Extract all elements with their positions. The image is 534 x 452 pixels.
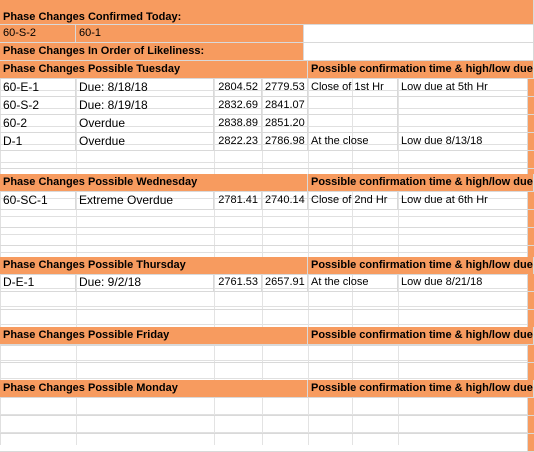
edge-cell (528, 398, 534, 416)
confirmation-header[interactable]: Possible confirmation time & high/low due (308, 327, 534, 345)
section-header-row (0, 380, 534, 398)
cell-v1[interactable]: 2761.53 (214, 274, 262, 292)
confirmed-values-row (0, 25, 534, 43)
blank-cell[interactable] (304, 25, 534, 43)
table-row (0, 115, 534, 133)
confirmation-header[interactable]: Possible confirmation time & high/low due (308, 257, 534, 275)
section-title[interactable]: Phase Changes Possible Wednesday (0, 174, 308, 192)
edge-cell (528, 416, 534, 434)
cell-v1[interactable]: 2832.69 (214, 97, 262, 115)
confirmation-header[interactable]: Possible confirmation time & high/low due (308, 61, 534, 79)
cell-time[interactable] (308, 97, 398, 115)
blank-cell[interactable] (0, 416, 528, 434)
blank-row (0, 434, 534, 452)
edge-cell (528, 115, 534, 133)
blank-cell[interactable] (0, 310, 528, 328)
edge-cell (528, 97, 534, 115)
section-header-row (0, 174, 534, 192)
table-row (0, 97, 534, 115)
edge-cell (528, 345, 534, 363)
confirmation-header[interactable]: Possible confirmation time & high/low due (308, 380, 534, 398)
cell-v2[interactable]: 2851.20 (262, 115, 308, 133)
confirmed-value-a[interactable]: 60-S-2 (0, 25, 76, 43)
blank-cell[interactable] (0, 398, 528, 416)
confirmed-header[interactable]: Phase Changes Confirmed Today: (0, 0, 534, 25)
cell-note[interactable]: Low due at 6th Hr (398, 192, 528, 210)
table-row (0, 133, 534, 151)
cell-due[interactable]: Overdue (76, 133, 214, 151)
cell-due[interactable]: Due: 8/18/18 (76, 79, 214, 97)
cell-name[interactable]: D-E-1 (0, 274, 76, 292)
cell-v1[interactable]: 2822.23 (214, 133, 262, 151)
edge-cell (528, 434, 534, 452)
blank-row (0, 398, 534, 416)
section-header-row (0, 61, 534, 79)
cell-time[interactable]: Close of 1st Hr (308, 79, 398, 97)
blank-row (0, 151, 534, 169)
table-row (0, 79, 534, 97)
cell-name[interactable]: 60-S-2 (0, 97, 76, 115)
cell-v2[interactable]: 2779.53 (262, 79, 308, 97)
confirmation-header[interactable]: Possible confirmation time & high/low due (308, 174, 534, 192)
table-row (0, 192, 534, 210)
cell-v2[interactable]: 2657.91 (262, 274, 308, 292)
cell-note[interactable]: Low due 8/13/18 (398, 133, 528, 151)
edge-cell (528, 363, 534, 381)
edge-cell (528, 310, 534, 328)
section-title[interactable]: Phase Changes Possible Thursday (0, 257, 308, 275)
cell-note[interactable]: Low due 8/21/18 (398, 274, 528, 292)
edge-cell (528, 274, 534, 292)
blank-cell[interactable] (0, 434, 528, 452)
cell-time[interactable]: At the close (308, 274, 398, 292)
edge-cell (528, 192, 534, 210)
section-header-row (0, 257, 534, 275)
cell-v1[interactable]: 2804.52 (214, 79, 262, 97)
cell-v2[interactable]: 2786.98 (262, 133, 308, 151)
cell-due[interactable]: Due: 9/2/18 (76, 274, 214, 292)
edge-cell (528, 133, 534, 151)
cell-name[interactable]: 60-E-1 (0, 79, 76, 97)
cell-note[interactable] (398, 97, 528, 115)
cell-note[interactable]: Low due at 5th Hr (398, 79, 528, 97)
cell-v1[interactable]: 2781.41 (214, 192, 262, 210)
cell-time[interactable] (308, 115, 398, 133)
edge-cell (528, 151, 534, 169)
cell-due[interactable]: Overdue (76, 115, 214, 133)
cell-time[interactable]: Close of 2nd Hr (308, 192, 398, 210)
section-header-row (0, 327, 534, 345)
confirmed-value-b[interactable]: 60-1 (76, 25, 304, 43)
cell-v2[interactable]: 2740.14 (262, 192, 308, 210)
cell-due[interactable]: Extreme Overdue (76, 192, 214, 210)
cell-v2[interactable]: 2841.07 (262, 97, 308, 115)
blank-row (0, 292, 534, 310)
edge-cell (528, 292, 534, 310)
section-title[interactable]: Phase Changes Possible Friday (0, 327, 308, 345)
blank-row (0, 345, 534, 363)
cell-note[interactable] (398, 115, 528, 133)
cell-name[interactable]: 60-2 (0, 115, 76, 133)
blank-row (0, 416, 534, 434)
blank-row (0, 363, 534, 381)
edge-cell (528, 79, 534, 97)
blank-cell[interactable] (0, 292, 528, 310)
cell-due[interactable]: Due: 8/19/18 (76, 97, 214, 115)
blank-cell[interactable] (0, 210, 528, 228)
blank-cell[interactable] (0, 151, 528, 169)
likeliness-row (0, 43, 534, 61)
edge-cell (528, 228, 534, 246)
cell-name[interactable]: D-1 (0, 133, 76, 151)
cell-v1[interactable]: 2838.89 (214, 115, 262, 133)
cell-time[interactable]: At the close (308, 133, 398, 151)
blank-cell[interactable] (0, 363, 528, 381)
confirmed-header-row (0, 0, 534, 25)
edge-cell (528, 210, 534, 228)
blank-cell[interactable] (0, 228, 528, 246)
cell-name[interactable]: 60-SC-1 (0, 192, 76, 210)
section-title[interactable]: Phase Changes Possible Tuesday (0, 61, 308, 79)
section-title[interactable]: Phase Changes Possible Monday (0, 380, 308, 398)
blank-row (0, 210, 534, 228)
blank-row (0, 310, 534, 328)
table-row (0, 274, 534, 292)
blank-cell[interactable] (0, 345, 528, 363)
likeliness-header[interactable]: Phase Changes In Order of Likeliness: (0, 43, 304, 61)
blank-cell[interactable] (304, 43, 534, 61)
blank-row (0, 228, 534, 246)
